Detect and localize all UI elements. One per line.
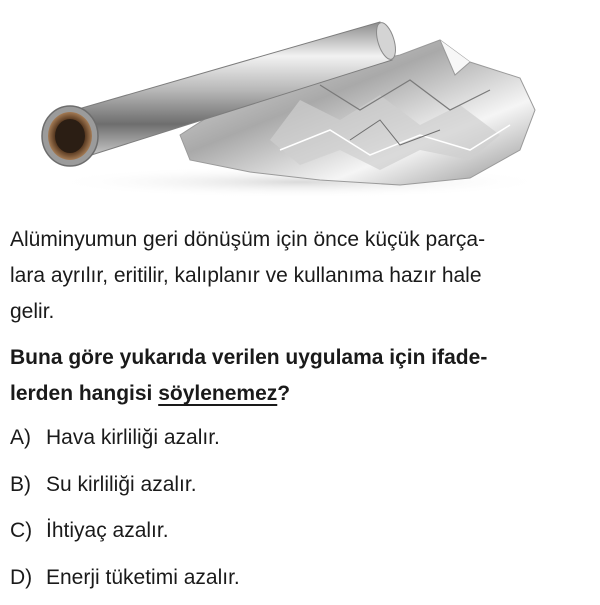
intro-paragraph: [10, 222, 594, 330]
option-b[interactable]: [10, 465, 590, 512]
question-keyword: söylenemez: [158, 382, 278, 405]
option-letter: C): [10, 519, 33, 542]
aluminium-foil-image: [0, 0, 600, 215]
option-text: Enerji tüketimi azalır.: [46, 565, 240, 589]
intro-line-3: gelir.: [10, 300, 55, 323]
option-c[interactable]: [10, 511, 590, 558]
question-prefix: lerden hangisi: [10, 382, 159, 405]
option-d[interactable]: [10, 558, 590, 605]
answer-options: [10, 418, 590, 604]
option-letter: B): [10, 472, 31, 496]
question-stem: [10, 340, 594, 412]
question-line-2: [10, 376, 594, 412]
option-letter: A): [10, 426, 31, 449]
question-line-1: Buna göre yukarıda verilen uygulama için ifade-: [10, 346, 488, 369]
option-letter: D): [10, 565, 33, 589]
question-mark: ?: [277, 382, 291, 405]
intro-line-2: lara ayrılır, eritilir, kalıplanır ve kullanıma hazır hale: [10, 264, 482, 287]
intro-line-1: Alüminyumun geri dönüşüm için önce küçük parça-: [10, 228, 486, 251]
option-text: Su kirliliği azalır.: [46, 472, 197, 496]
option-text: İhtiyaç azalır.: [46, 519, 169, 542]
option-a[interactable]: [10, 418, 590, 465]
option-text: Hava kirliliği azalır.: [46, 426, 220, 449]
